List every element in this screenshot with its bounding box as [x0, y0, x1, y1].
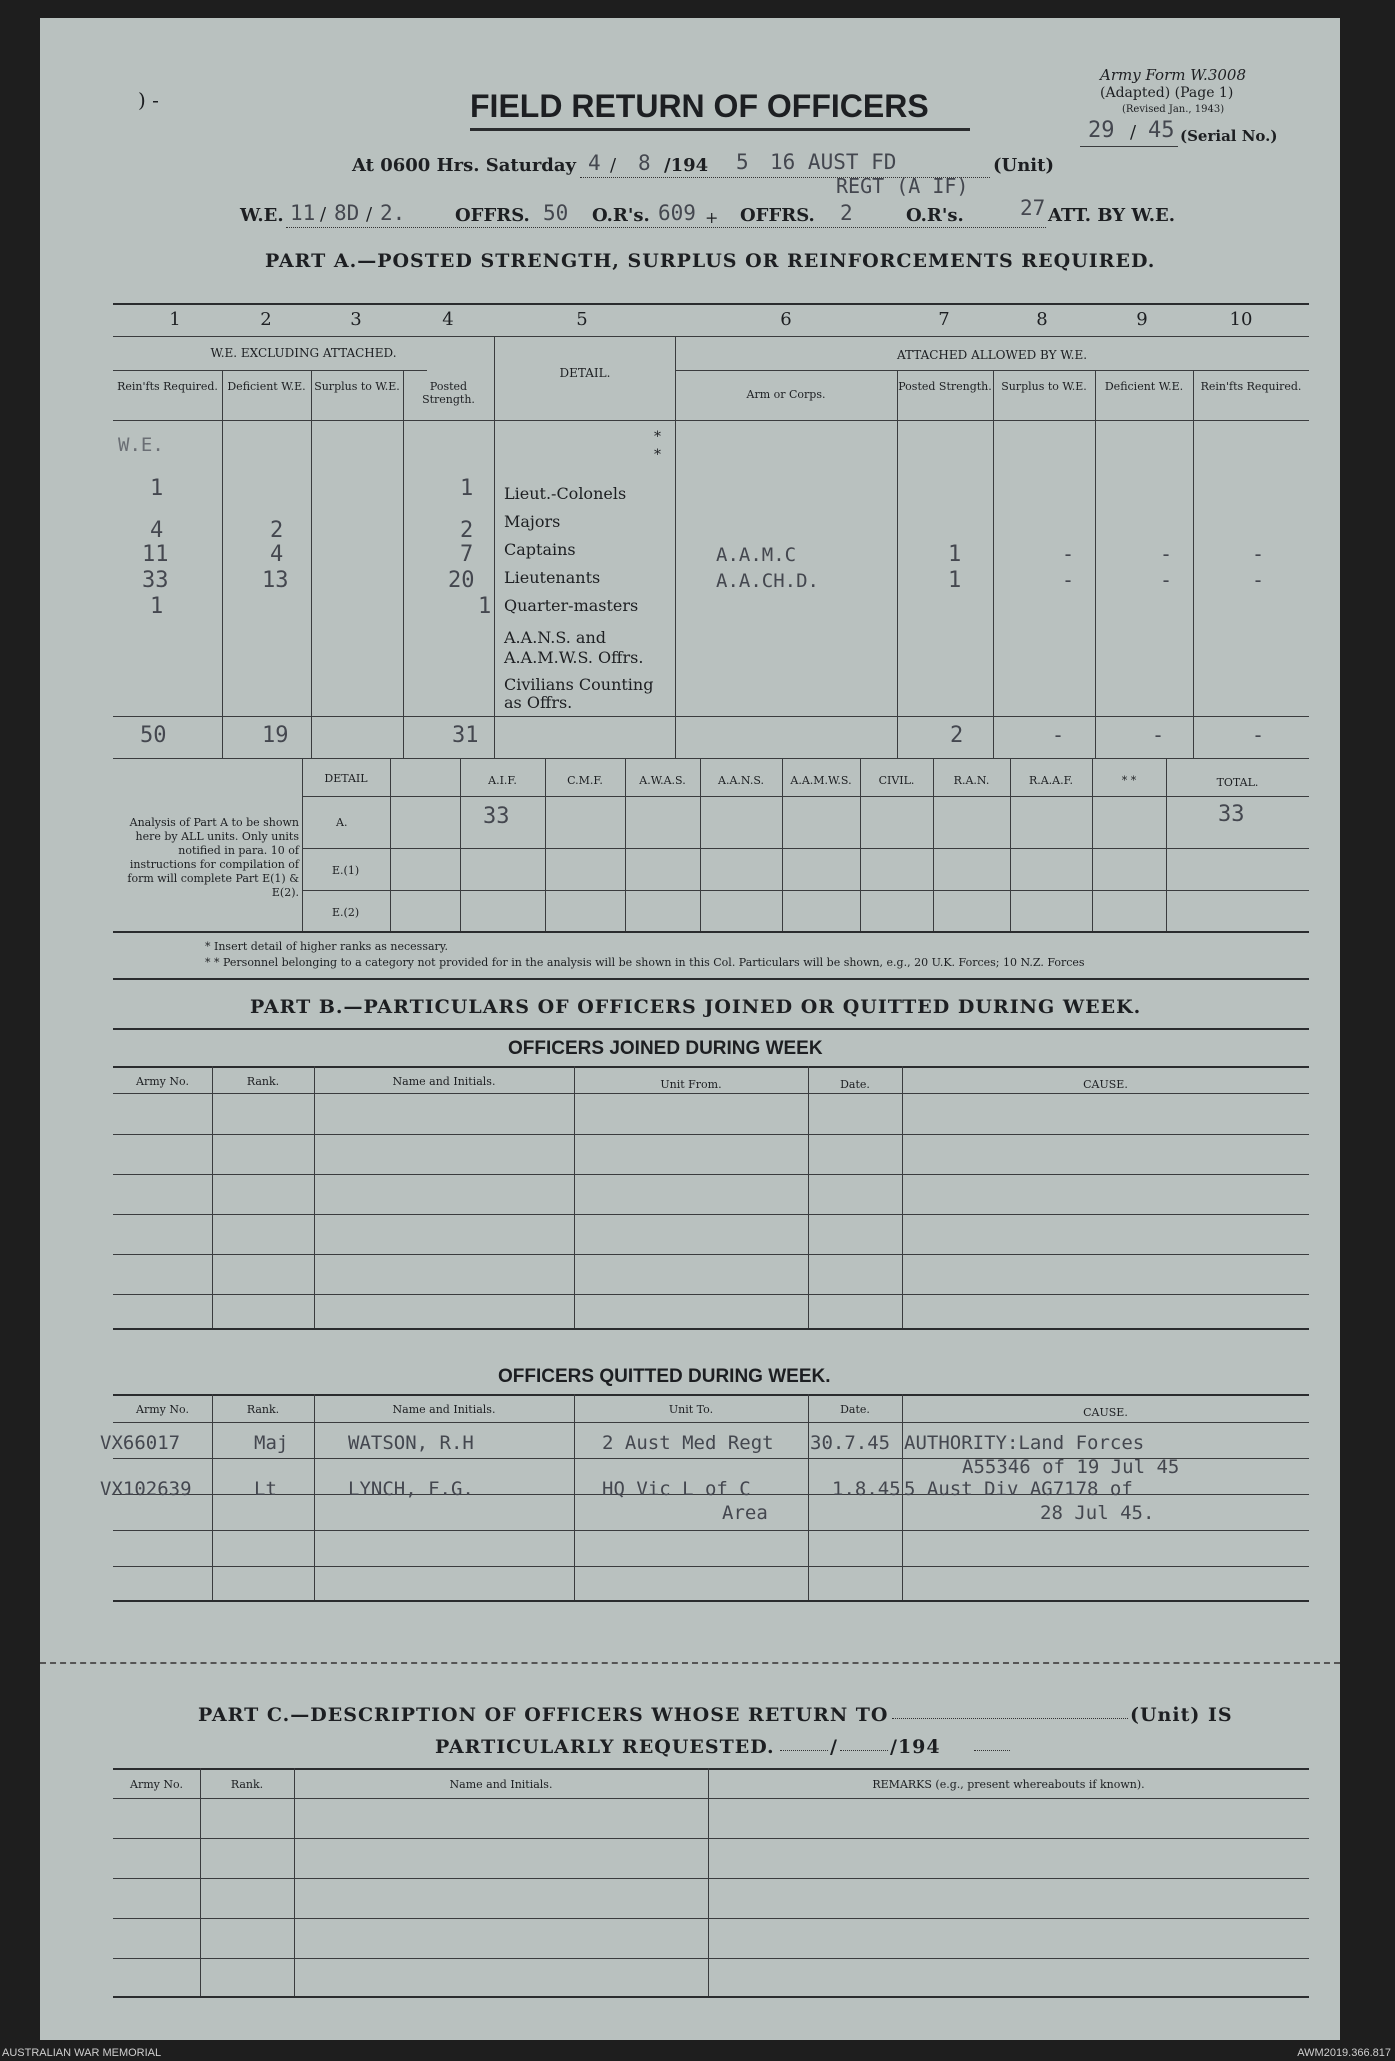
row-reinf: 1	[150, 476, 164, 501]
analysis-header: A.W.A.S.	[639, 774, 686, 787]
form-ref-line1: Army Form W.3008	[1100, 66, 1246, 84]
serial-sep: /	[1130, 122, 1137, 143]
row-detail: Majors	[504, 512, 561, 531]
analysis-header: CIVIL.	[878, 774, 915, 787]
row-deficient: 13	[262, 568, 289, 593]
analysis-header: R.A.A.F.	[1028, 774, 1074, 787]
analysis-header: A.I.F.	[488, 774, 517, 787]
joined-header: Date.	[840, 1078, 870, 1091]
unit-value-2: REGT (A IF)	[836, 174, 969, 198]
row-reinf: 1	[150, 594, 164, 619]
row-deficient: 4	[270, 542, 284, 567]
col-header-deficient: Deficient W.E.	[227, 380, 306, 393]
page-title: FIELD RETURN OF OFFICERS	[470, 88, 929, 124]
detail-header: DETAIL.	[559, 366, 611, 380]
quitted-army-no: VX102639	[100, 1478, 192, 1500]
row-reinf: 4	[150, 518, 164, 543]
date-day: 4	[588, 151, 601, 175]
part-b-heading: PART B.—PARTICULARS OF OFFICERS JOINED OR QUITTED DURING WEEK.	[250, 996, 1142, 1018]
offrs-value: 50	[543, 201, 569, 225]
quitted-title: OFFICERS QUITTED DURING WEEK.	[498, 1366, 831, 1387]
analysis-total-a: 33	[1218, 802, 1245, 827]
date-month: 8	[638, 151, 651, 175]
serial-year: 45	[1148, 118, 1175, 143]
col-number: 8	[1036, 309, 1048, 330]
row-posted: 7	[460, 542, 474, 567]
row-posted: 20	[448, 568, 475, 593]
plus-sign: +	[705, 208, 719, 227]
part-c-year-blank	[974, 1750, 1010, 1751]
we-label: W.E.	[240, 205, 284, 226]
quitted-name: WATSON, R.H	[348, 1432, 474, 1454]
col-number: 6	[780, 309, 792, 330]
analysis-header: TOTAL.	[1216, 776, 1259, 789]
part-c-sep: /	[830, 1736, 838, 1758]
joined-header: Rank.	[246, 1075, 280, 1088]
analysis-header: DETAIL	[324, 772, 368, 785]
row-detail: Quarter-masters	[504, 596, 639, 615]
footnote-2: * * Personnel belonging to a category not provided for in the analysis will be shown in this Col. Particulars will be shown, e.g., 20 U.K. Forces; 10 N.Z. Forces	[205, 956, 1085, 969]
row-surplus2: -	[1062, 542, 1075, 566]
quitted-unit: 2 Aust Med Regt	[602, 1432, 774, 1454]
form-ref-line3: (Revised Jan., 1943)	[1122, 104, 1225, 115]
att-label: ATT. BY W.E.	[1048, 205, 1176, 226]
col-header-reinf2: Rein'fts Required.	[1200, 380, 1302, 393]
part-c-year: /194	[890, 1736, 941, 1758]
row-deficient2: -	[1160, 568, 1173, 592]
row-reinf: 11	[142, 542, 169, 567]
part-c-unit-blank	[892, 1718, 1128, 1719]
total-reinf2: -	[1252, 723, 1265, 747]
row-reinf2: -	[1252, 568, 1265, 592]
we-value-2: 8D	[334, 201, 360, 225]
col-number: 10	[1229, 309, 1253, 330]
row-deficient2: -	[1160, 542, 1173, 566]
joined-header: CAUSE.	[1083, 1078, 1128, 1091]
analysis-aif-a: 33	[483, 804, 510, 829]
col-header-posted2: Posted Strength.	[898, 380, 992, 393]
total-posted2: 2	[950, 723, 964, 748]
col-header-reinf: Rein'fts Required.	[117, 380, 218, 393]
year-suffix: 5	[736, 150, 749, 174]
quitted-rank: Maj	[254, 1432, 289, 1454]
at-label: At 0600 Hrs. Saturday	[352, 155, 577, 176]
quitted-date: 30.7.45	[810, 1432, 891, 1454]
serial-label: (Serial No.)	[1180, 127, 1278, 145]
quitted-header: Unit To.	[668, 1403, 714, 1416]
col-number: 4	[442, 309, 454, 330]
total-surplus2: -	[1052, 723, 1065, 747]
offrs-label-2: OFFRS.	[740, 205, 815, 226]
total-posted: 31	[452, 723, 479, 748]
part-c-header: Rank.	[230, 1778, 264, 1791]
joined-header: Name and Initials.	[392, 1075, 496, 1088]
col-header-posted: Posted Strength.	[422, 380, 475, 406]
unit-value-1: 16 AUST FD	[770, 150, 897, 174]
ors-label: O.R's.	[592, 205, 650, 226]
part-c-line2-a: PARTICULARLY REQUESTED.	[435, 1736, 775, 1758]
date-sep: /	[610, 155, 617, 176]
star-marks: * *	[654, 429, 661, 463]
quitted-cause: A55346 of 19 Jul 45	[962, 1456, 1180, 1478]
offrs-att-value: 2	[840, 201, 853, 225]
quitted-cause: AUTHORITY:Land Forces	[904, 1432, 1145, 1454]
part-c-line1-a: PART C.—DESCRIPTION OF OFFICERS WHOSE RETURN TO	[198, 1704, 889, 1726]
quitted-header: Rank.	[246, 1403, 280, 1416]
joined-title: OFFICERS JOINED DURING WEEK	[508, 1038, 823, 1059]
unit-label: (Unit)	[993, 155, 1054, 176]
col-number: 5	[576, 309, 588, 330]
row-detail: Lieut.-Colonels	[504, 484, 627, 503]
row-posted: 1	[460, 476, 474, 501]
quitted-unit: HQ Vic L of C	[602, 1478, 751, 1500]
col-number: 7	[938, 309, 950, 330]
row-reinf2: -	[1252, 542, 1265, 566]
footnote-1: * Insert detail of higher ranks as necessary.	[205, 940, 449, 953]
quitted-date: 1.8.45	[832, 1478, 901, 1500]
quitted-cause: 5 Aust Div AG7178 of	[904, 1478, 1133, 1500]
ors-label-2: O.R's.	[906, 205, 964, 226]
part-a-heading: PART A.—POSTED STRENGTH, SURPLUS OR REINFORCEMENTS REQUIRED.	[265, 250, 1156, 272]
we-sep-2: /	[366, 204, 373, 225]
row-deficient: 2	[270, 518, 284, 543]
col-header-deficient2: Deficient W.E.	[1104, 380, 1184, 393]
we-sep-1: /	[320, 204, 327, 225]
analysis-header: R.A.N.	[953, 774, 990, 787]
row-posted: 2	[460, 518, 474, 543]
quitted-unit: Area	[722, 1502, 768, 1524]
quitted-header: CAUSE.	[1083, 1406, 1128, 1419]
joined-header: Unit From.	[660, 1078, 722, 1091]
analysis-header: A.A.N.S.	[718, 774, 764, 787]
row-arm: A.A.CH.D.	[716, 570, 819, 592]
ors-value: 609	[658, 201, 696, 225]
detail-aans: A.A.N.S. and A.A.M.W.S. Offrs.	[504, 628, 644, 667]
offrs-label: OFFRS.	[455, 205, 530, 226]
col-header-surplus: Surplus to W.E.	[314, 380, 400, 393]
quitted-army-no: VX66017	[100, 1432, 181, 1454]
joined-header: Army No.	[136, 1075, 189, 1088]
analysis-header: C.M.F.	[567, 774, 603, 787]
analysis-row-label: E.(1)	[332, 864, 360, 877]
row-reinf: 33	[142, 568, 169, 593]
analysis-header: * *	[1121, 774, 1137, 787]
col-number: 2	[260, 309, 272, 330]
total-deficient: 19	[262, 723, 289, 748]
col-header-surplus2: Surplus to W.E.	[1001, 380, 1087, 393]
form-ref-line2: (Adapted) (Page 1)	[1100, 85, 1234, 101]
margin-mark: ) -	[138, 88, 159, 112]
row-arm: A.A.M.C	[716, 544, 797, 566]
col-number: 3	[350, 309, 362, 330]
col-number: 9	[1136, 309, 1148, 330]
footer-source: AUSTRALIAN WAR MEMORIAL	[2, 2047, 162, 2059]
part-c-day-blank	[780, 1750, 828, 1751]
detail-civilians: Civilians Counting as Offrs.	[504, 675, 654, 712]
part-c-header: REMARKS (e.g., present whereabouts if known).	[872, 1778, 1145, 1791]
group-att-label: ATTACHED ALLOWED BY W.E.	[896, 348, 1088, 362]
quitted-header: Army No.	[136, 1403, 189, 1416]
group-we-label: W.E. EXCLUDING ATTACHED.	[210, 346, 397, 360]
tear-line	[40, 1662, 1340, 1664]
quitted-rank: Lt	[254, 1478, 277, 1500]
we-mark: W.E.	[118, 434, 164, 456]
analysis-row-label: A.	[336, 816, 348, 829]
row-posted2: 1	[948, 568, 962, 593]
quitted-header: Date.	[840, 1403, 870, 1416]
row-posted2: 1	[948, 542, 962, 567]
serial-number: 29	[1088, 118, 1115, 143]
analysis-row-label: E.(2)	[332, 906, 360, 919]
analysis-header: A.A.M.W.S.	[790, 774, 852, 787]
row-detail: Captains	[504, 540, 576, 559]
col-header-arm: Arm or Corps.	[746, 388, 826, 401]
footer-accession: AWM2019.366.817	[1297, 2047, 1391, 2059]
year-prefix: /194	[664, 155, 709, 176]
ors-att-value: 27	[1020, 196, 1046, 220]
quitted-name: LYNCH, F.G.	[348, 1478, 474, 1500]
row-posted: 1	[478, 594, 492, 619]
row-surplus2: -	[1062, 568, 1075, 592]
we-value-3: 2.	[380, 201, 406, 225]
we-value-1: 11	[290, 201, 316, 225]
analysis-note: Analysis of Part A to be shown here by ALL units. Only units notified in para. 10 of instructions for compilation of form will complete Part E(1) & E(2).	[127, 816, 299, 899]
total-deficient2: -	[1152, 723, 1165, 747]
part-c-month-blank	[840, 1750, 888, 1751]
quitted-header: Name and Initials.	[392, 1403, 496, 1416]
part-c-header: Name and Initials.	[449, 1778, 553, 1791]
row-detail: Lieutenants	[504, 568, 601, 587]
quitted-cause: 28 Jul 45.	[1040, 1502, 1155, 1524]
part-c-line1-b: (Unit) IS	[1130, 1704, 1233, 1726]
part-c-header: Army No.	[130, 1778, 183, 1791]
form-sheet	[40, 18, 1340, 2040]
total-reinf: 50	[140, 723, 167, 748]
col-number: 1	[169, 309, 181, 330]
